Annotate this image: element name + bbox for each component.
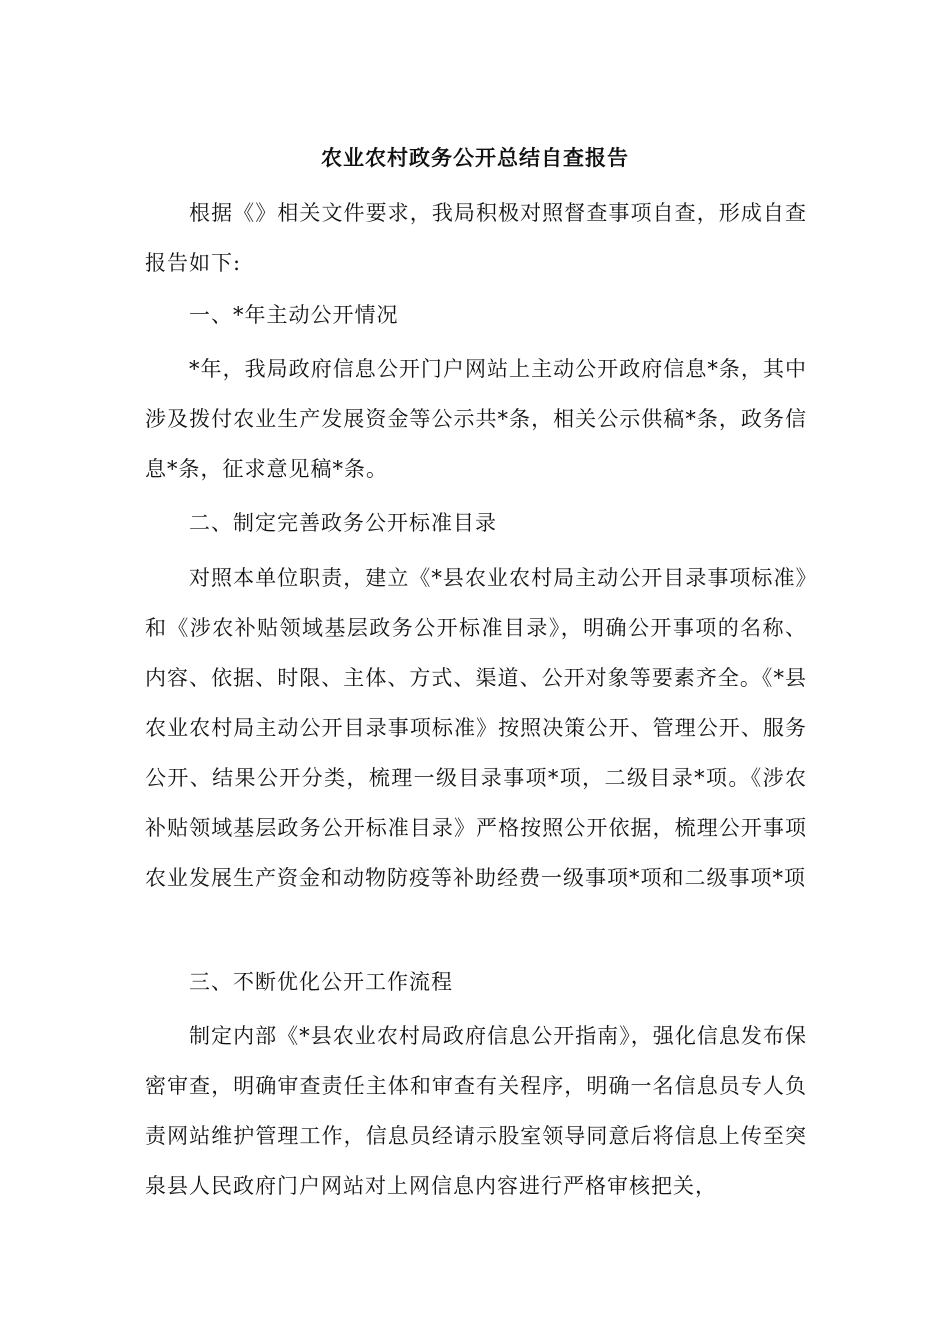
section-1-paragraph: *年，我局政府信息公开门户网站上主动公开政府信息*条，其中涉及拨付农业生产发展资金等公示共*条，相关公示供稿*条，政务信息*条，征求意见稿*条。 bbox=[145, 357, 807, 481]
section-1-heading: 一、*年主动公开情况 bbox=[189, 303, 399, 327]
document-title: 农业农村政务公开总结自查报告 bbox=[321, 145, 629, 170]
section-3-paragraph: 制定内部《*县农业农村局政府信息公开指南》，强化信息发布保密审查，明确审查责任主体和审查有关程序，明确一名信息员专人负责网站维护管理工作，信息员经请示股室领导同意后将信息上传至突泉县人民政府门户网站对上网信息内容进行严格审核把关， bbox=[145, 1024, 807, 1198]
section-2-paragraph: 对照本单位职责，建立《*县农业农村局主动公开目录事项标准》和《涉农补贴领域基层政务公开标准目录》，明确公开事项的名称、内容、依据、时限、主体、方式、渠道、公开对象等要素齐全。《*县农业农村局主动公开目录事项标准》按照决策公开、管理公开、服务公开、结果公开分类，梳理一级目录事项*项，二级目录*项。《涉农补贴领域基层政务公开标准目录》严格按照公开依据，梳理公开事项农业发展生产资金和动物防疫等补助经费一级事项*项和二级事项*项 bbox=[145, 566, 807, 890]
section-2-heading: 二、制定完善政务公开标准目录 bbox=[189, 511, 497, 535]
intro-paragraph: 根据《》相关文件要求，我局积极对照督查事项自查，形成自查报告如下: bbox=[145, 201, 807, 275]
section-3-heading: 三、不断优化公开工作流程 bbox=[189, 970, 453, 994]
